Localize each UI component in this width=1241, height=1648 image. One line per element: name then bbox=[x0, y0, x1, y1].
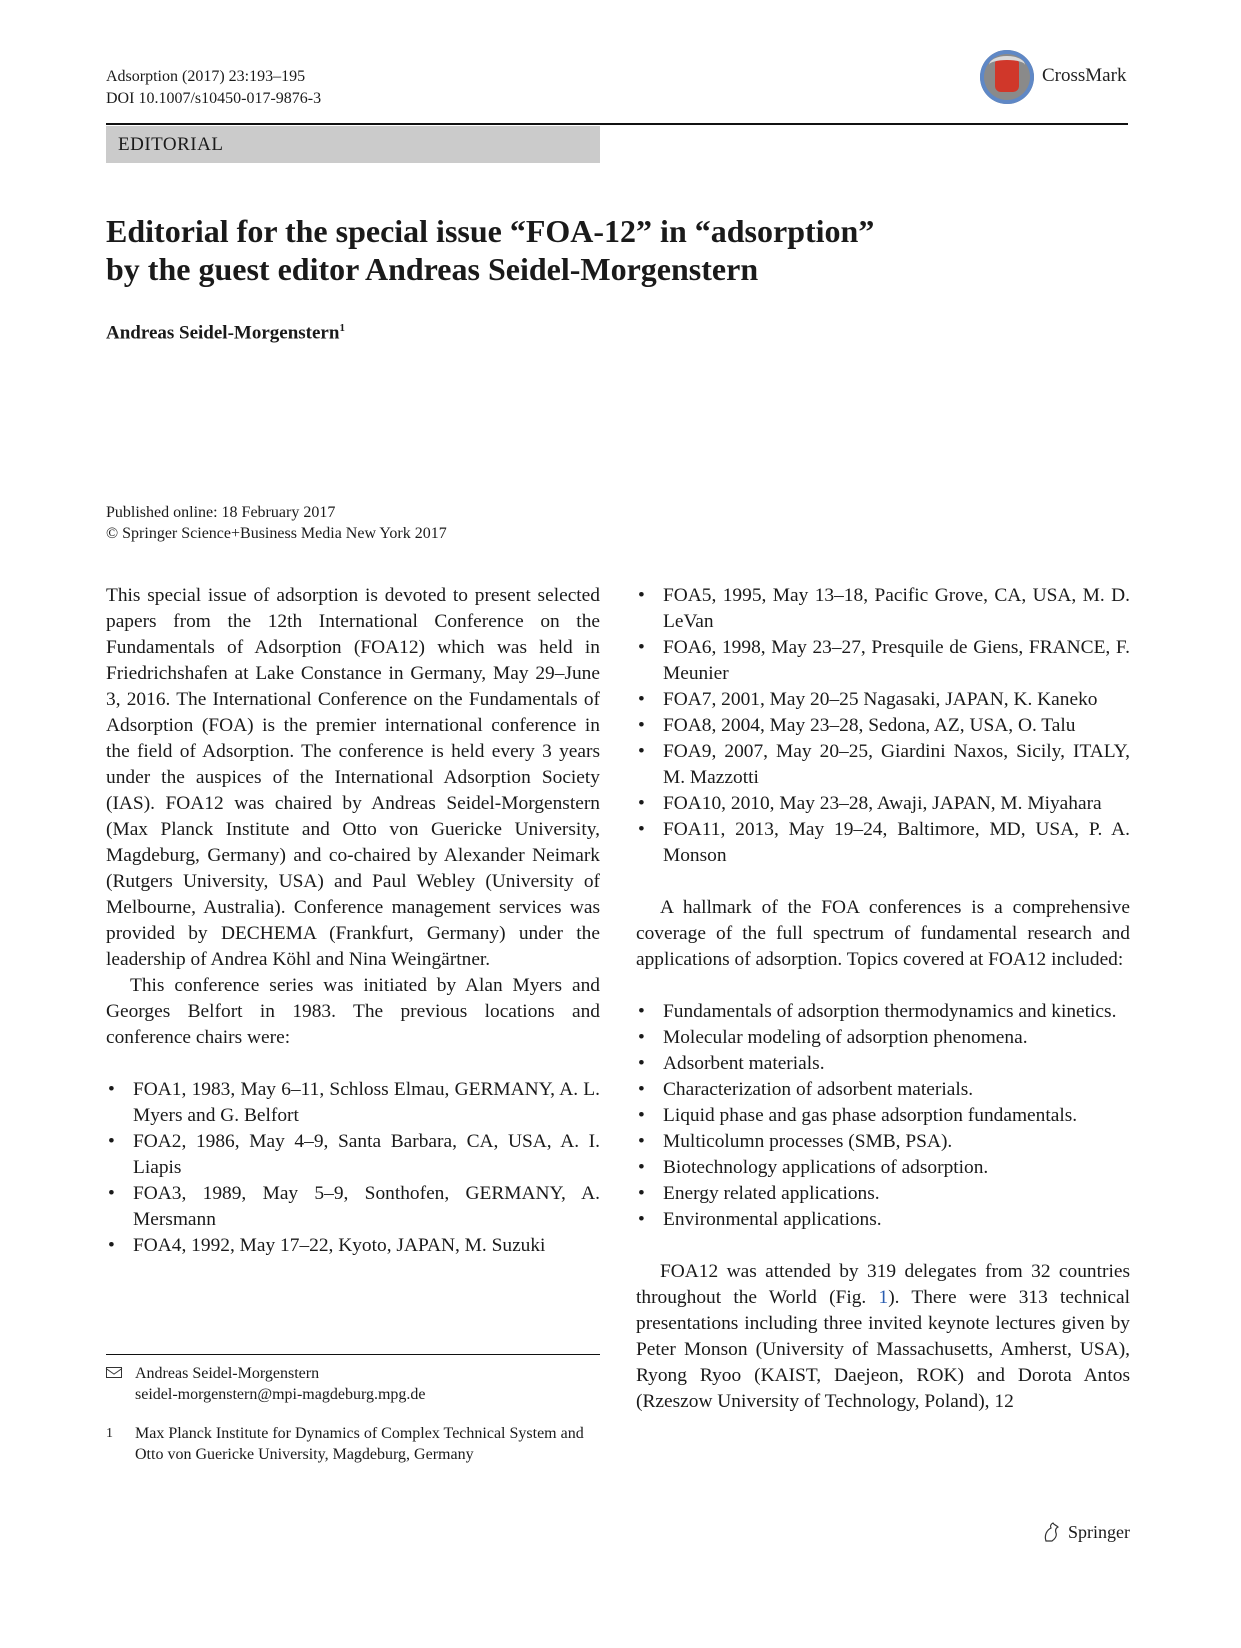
paragraph-1: This special issue of adsorption is devoted to present selected papers from the 12th International Conference on the Fundamentals of Adsorption (FOA12) which was held in Friedrichshafen at Lake Constance in Germany, May 29–June 3, 2016. The International Conference on the Fundamentals of Adsorption (FOA) is the premier international conference in the field of Adsorption. The conference is held every 3 years under the auspices of the International Adsorption Society (IAS). FOA12 was chaired by Andreas Seidel-Morgenstern (Max Planck Institute and Otto von Guericke University, Magdeburg, Germany) and co-chaired by Alexander Neimark (Rutgers University, USA) and Paul Webley (University of Melbourne, Australia). Conference management services was provided by DECHEMA (Frankfurt, Germany) under the leadership of Andrea Köhl and Nina Weingärtner. bbox=[106, 585, 600, 970]
paragraph-4-text-b: ). There were 313 technical presentations including three invited keynote lectures given by Peter Monson (University of Massachusetts, Amherst, USA), Ryong Ryoo (KAIST, Daejeon, ROK) and Dorota Antos (Rzeszow University of Technology, Poland), 12 bbox=[636, 1287, 1131, 1412]
crossmark-link[interactable] bbox=[980, 50, 1130, 108]
journal-citation: Adsorption (2017) 23:193–195 bbox=[106, 68, 306, 85]
list-item: • Adsorbent materials. bbox=[636, 1051, 1130, 1077]
contact-name: Andreas Seidel-Morgenstern bbox=[135, 1365, 320, 1382]
list-item: • Liquid phase and gas phase adsorption fundamentals. bbox=[636, 1103, 1130, 1129]
doi[interactable]: DOI 10.1007/s10450-017-9876-3 bbox=[106, 90, 322, 107]
title-line-2: by the guest editor Andreas Seidel-Morgenstern bbox=[106, 251, 759, 287]
author-affiliation-mark: 1 bbox=[339, 322, 345, 334]
list-item: • FOA2, 1986, May 4–9, Santa Barbara, CA, USA, A. I. Liapis bbox=[106, 1129, 600, 1181]
list-item: • FOA10, 2010, May 23–28, Awaji, JAPAN, M. Miyahara bbox=[636, 791, 1130, 817]
author-name[interactable]: Andreas Seidel-Morgenstern bbox=[106, 322, 340, 344]
section-label: EDITORIAL bbox=[106, 126, 600, 163]
list-item: • FOA4, 1992, May 17–22, Kyoto, JAPAN, M. Suzuki bbox=[106, 1233, 600, 1259]
affiliation-text: Max Planck Institute for Dynamics of Complex Technical System and Otto von Guericke University, Magdeburg, Germany bbox=[135, 1425, 584, 1463]
copyright: © Springer Science+Business Media New York 2017 bbox=[106, 525, 447, 542]
list-item: • FOA5, 1995, May 13–18, Pacific Grove, CA, USA, M. D. LeVan bbox=[636, 583, 1130, 635]
contact-email[interactable]: seidel-morgenstern@mpi-magdeburg.mpg.de bbox=[135, 1386, 426, 1403]
list-item: • FOA1, 1983, May 6–11, Schloss Elmau, GERMANY, A. L. Myers and G. Belfort bbox=[106, 1077, 600, 1129]
list-item: • Environmental applications. bbox=[636, 1207, 1130, 1233]
journal-reference bbox=[106, 66, 321, 110]
list-item: • Molecular modeling of adsorption phenomena. bbox=[636, 1025, 1130, 1051]
list-item: • FOA6, 1998, May 23–27, Presquile de Giens, FRANCE, F. Meunier bbox=[636, 635, 1130, 687]
footnote-rule bbox=[106, 1354, 600, 1355]
paragraph-4 bbox=[636, 1259, 1130, 1415]
publisher-logo bbox=[1042, 1521, 1130, 1543]
header-rule bbox=[106, 123, 1128, 125]
paragraph-2: This conference series was initiated by Alan Myers and Georges Belfort in 1983. The previous locations and conference chairs were: bbox=[106, 975, 600, 1048]
list-item: • FOA3, 1989, May 5–9, Sonthofen, GERMANY, A. Mersmann bbox=[106, 1181, 600, 1233]
corresponding-author bbox=[106, 1363, 600, 1405]
topics-list bbox=[636, 999, 1130, 1233]
crossmark-icon bbox=[980, 50, 1034, 104]
publisher-name: Springer bbox=[1068, 1521, 1130, 1542]
published-date: Published online: 18 February 2017 bbox=[106, 504, 336, 521]
article-title bbox=[106, 212, 1106, 288]
author-line bbox=[106, 322, 345, 344]
left-column bbox=[106, 583, 600, 1259]
publication-info bbox=[106, 502, 447, 544]
right-column bbox=[636, 583, 1130, 1415]
list-item: • Biotechnology applications of adsorption. bbox=[636, 1155, 1130, 1181]
past-conferences-list-right bbox=[636, 583, 1130, 869]
list-item: • FOA7, 2001, May 20–25 Nagasaki, JAPAN, K. Kaneko bbox=[636, 687, 1130, 713]
list-item: • Fundamentals of adsorption thermodynamics and kinetics. bbox=[636, 999, 1130, 1025]
list-item: • Multicolumn processes (SMB, PSA). bbox=[636, 1129, 1130, 1155]
affiliation-footnote bbox=[106, 1423, 600, 1465]
springer-horse-icon bbox=[1042, 1521, 1062, 1543]
footnotes bbox=[106, 1363, 600, 1465]
list-item: • Energy related applications. bbox=[636, 1181, 1130, 1207]
paragraph-3: A hallmark of the FOA conferences is a comprehensive coverage of the full spectrum of fundamental research and applications of adsorption. Topics covered at FOA12 included: bbox=[636, 897, 1130, 970]
envelope-icon bbox=[106, 1367, 122, 1378]
affiliation-mark: 1 bbox=[106, 1426, 113, 1441]
list-item: • FOA9, 2007, May 20–25, Giardini Naxos, Sicily, ITALY, M. Mazzotti bbox=[636, 739, 1130, 791]
title-line-1: Editorial for the special issue “FOA-12” in “adsorption” bbox=[106, 213, 875, 249]
list-item: • FOA11, 2013, May 19–24, Baltimore, MD, USA, P. A. Monson bbox=[636, 817, 1130, 869]
figure-reference-link[interactable]: 1 bbox=[878, 1287, 889, 1308]
paragraph-4-text-a: FOA12 was attended by 319 delegates from 32 countries throughout the World (Fig. bbox=[636, 1261, 1130, 1308]
list-item: • Characterization of adsorbent materials. bbox=[636, 1077, 1130, 1103]
crossmark-label: CrossMark bbox=[1042, 65, 1127, 86]
past-conferences-list-left bbox=[106, 1077, 600, 1259]
list-item: • FOA8, 2004, May 23–28, Sedona, AZ, USA, O. Talu bbox=[636, 713, 1130, 739]
